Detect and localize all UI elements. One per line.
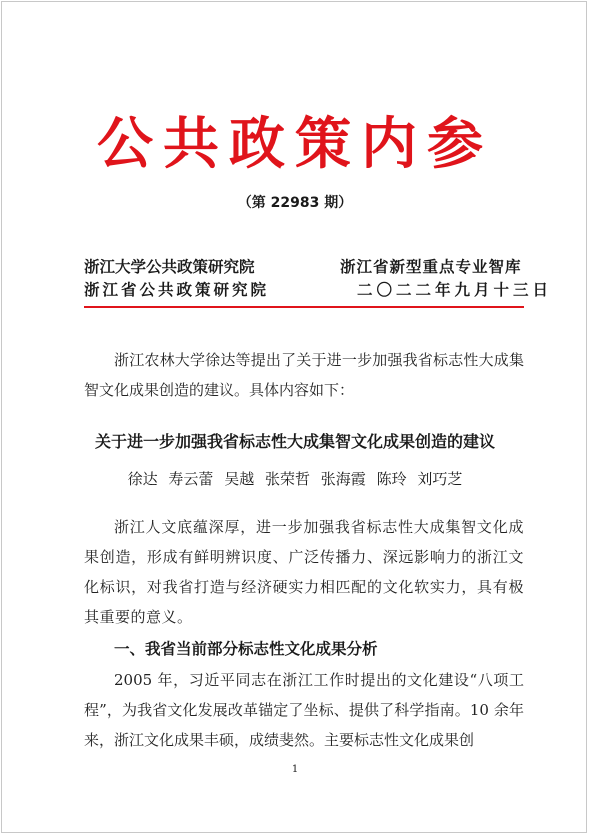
author-name: 刘巧芝 [417, 470, 463, 488]
body-paragraph-1: 浙江人文底蕴深厚，进一步加强我省标志性大成集智文化成果创造，形成有鲜明辨识度、广泛传播力、深远影响力的浙江文化标识，对我省打造与经济硬实力相匹配的文化软实力，具有极其重要的意义。 [84, 518, 524, 626]
article-title: 关于进一步加强我省标志性大成集智文化成果创造的建议 [94, 432, 495, 451]
org-right-1: 浙江省新型重点专业智库 [340, 258, 522, 276]
org-left-2: 浙江省公共政策研究院 [84, 281, 270, 299]
body-paragraph-2: 2005 年，习近平同志在浙江工作时提出的文化建设“八项工程”，为我省文化发展改革锚定了坐标、提供了科学指南。10 余年来，浙江文化成果丰硕，成绩斐然。主要标志性文化成果创 [84, 671, 524, 749]
document-title: 公共政策内参 [97, 112, 493, 177]
org-left-1: 浙江大学公共政策研究院 [84, 258, 255, 276]
issue-number: （第 22983 期） [237, 195, 353, 211]
author-name: 张海霞 [320, 470, 366, 488]
section-heading: 一、我省当前部分标志性文化成果分析 [114, 640, 378, 658]
author-name: 寿云蕾 [168, 470, 214, 488]
author-list [0, 467, 590, 491]
author-name: 张荣哲 [264, 470, 310, 488]
author-name: 徐达 [127, 470, 158, 488]
page-number: 1 [291, 764, 299, 775]
header-divider [84, 306, 524, 308]
intro-paragraph: 浙江农林大学徐达等提出了关于进一步加强我省标志性大成集智文化成果创造的建议。具体内容如下： [84, 351, 524, 399]
issue-date: 二〇二二年九月十三日 [357, 281, 553, 299]
author-name: 吴越 [224, 470, 255, 488]
author-name: 陈玲 [376, 470, 407, 488]
